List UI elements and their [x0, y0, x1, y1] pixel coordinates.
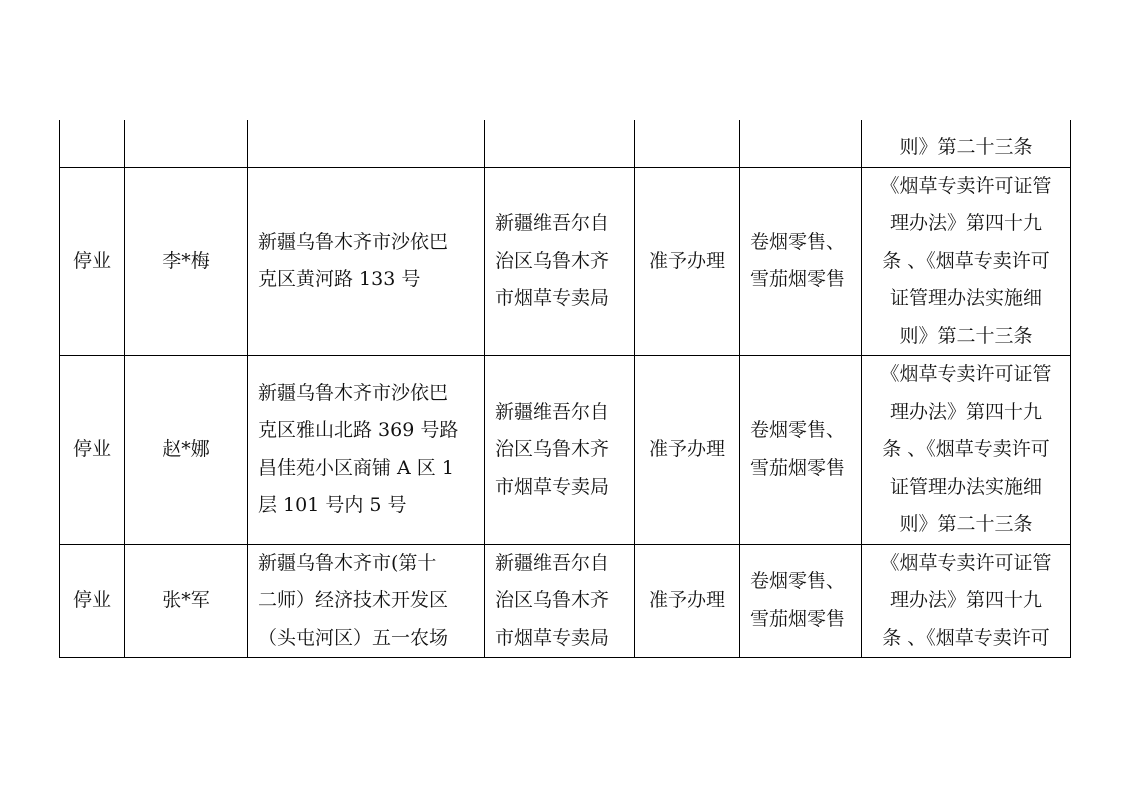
name-cell: 赵*娜: [125, 356, 248, 545]
basis-line: 条 、《烟草专卖许可: [882, 626, 1050, 649]
address-line: 新疆乌鲁木齐市沙依巴: [258, 381, 449, 404]
scope-line: 雪茄烟零售: [750, 268, 846, 291]
address-line: （头屯河区）五一农场: [258, 626, 449, 649]
authority-cell: [485, 356, 635, 545]
scope-line: 雪茄烟零售: [750, 456, 846, 479]
authority-cell: [485, 544, 635, 658]
authority-line: 治区乌鲁木齐: [495, 438, 610, 460]
authority-line: 治区乌鲁木齐: [495, 249, 610, 272]
basis-cell: [862, 167, 1071, 356]
address-cell: [248, 120, 485, 167]
name-cell: [125, 120, 248, 167]
scope-cell: [740, 544, 862, 658]
address-line: 克区黄河路 133 号: [258, 268, 421, 291]
table-row: [60, 544, 1071, 658]
address-line: 二师）经济技术开发区: [258, 589, 449, 611]
authority-line: 新疆维吾尔自: [495, 400, 610, 423]
basis-line: 理办法》第四十九: [889, 400, 1042, 423]
authority-line: 新疆维吾尔自: [495, 212, 610, 234]
basis-line: 条 、《烟草专卖许可: [882, 249, 1050, 272]
basis-cell: [862, 544, 1071, 658]
scope-cell: [740, 167, 862, 356]
basis-line: 证管理办法实施细: [889, 287, 1042, 309]
authority-line: 治区乌鲁木齐: [495, 589, 610, 611]
authority-line: 新疆维吾尔自: [495, 551, 610, 574]
basis-line: 《烟草专卖许可证管: [880, 551, 1052, 574]
authority-cell: [485, 167, 635, 356]
basis-line: 理办法》第四十九: [889, 212, 1042, 234]
scope-cell: [740, 356, 862, 545]
status-cell: 停业: [60, 356, 125, 545]
address-line: 新疆乌鲁木齐市沙依巴: [258, 230, 449, 253]
basis-cell: [862, 356, 1071, 545]
authority-line: 市烟草专卖局: [495, 287, 610, 309]
status-cell: 停业: [60, 544, 125, 658]
address-line: 昌佳苑小区商铺 A 区 1: [258, 456, 454, 479]
name-cell: 李*梅: [125, 167, 248, 356]
scope-line: 卷烟零售、: [750, 419, 846, 442]
scope-line: 卷烟零售、: [750, 230, 846, 253]
table-row: [60, 120, 1071, 167]
status-cell: 停业: [60, 167, 125, 356]
basis-line: 理办法》第四十九: [889, 589, 1042, 611]
address-line: 新疆乌鲁木齐市(第十: [258, 551, 437, 574]
basis-cell: [862, 120, 1071, 167]
decision-cell: 准予办理: [635, 356, 740, 545]
name-cell: 张*军: [125, 544, 248, 658]
basis-line: 证管理办法实施细: [889, 475, 1042, 498]
scope-line: 卷烟零售、: [750, 570, 846, 593]
decision-cell: [635, 120, 740, 167]
basis-line: 则》第二十三条: [899, 324, 1033, 347]
table-row: [60, 356, 1071, 545]
address-line: 克区雅山北路 369 号路: [258, 419, 459, 442]
decision-cell: 准予办理: [635, 544, 740, 658]
authority-cell: [485, 120, 635, 167]
address-line: 层 101 号内 5 号: [258, 494, 407, 517]
authority-line: 市烟草专卖局: [495, 626, 610, 649]
table-row: [60, 167, 1071, 356]
scope-cell: [740, 120, 862, 167]
address-cell: [248, 356, 485, 545]
basis-line: 《烟草专卖许可证管: [880, 363, 1052, 385]
basis-line: 则》第二十三条: [899, 513, 1033, 535]
authority-line: 市烟草专卖局: [495, 475, 610, 498]
address-cell: [248, 544, 485, 658]
basis-line: 条 、《烟草专卖许可: [882, 438, 1050, 460]
scope-line: 雪茄烟零售: [750, 607, 846, 630]
license-table: [59, 120, 1071, 658]
address-cell: [248, 167, 485, 356]
status-cell: [60, 120, 125, 167]
basis-line: 《烟草专卖许可证管: [880, 174, 1052, 197]
basis-line: 则》第二十三条: [899, 136, 1033, 158]
decision-cell: 准予办理: [635, 167, 740, 356]
